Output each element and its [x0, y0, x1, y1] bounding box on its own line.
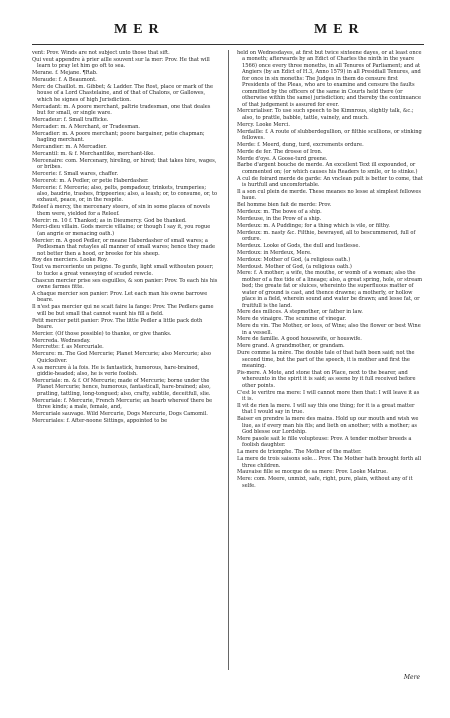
dictionary-entry: Mere de vinaigre. The scumme of vinegar. — [237, 316, 347, 323]
dictionary-entry: Mere des milices. A stepmother, or father in law. — [237, 309, 363, 316]
dictionary-entry: Mercreda. Wednesday. — [32, 337, 91, 344]
dictionary-entry: Merdeux. Looke of Gods, the dull and lustlesse. — [237, 243, 361, 249]
dictionary-entry: Merane. f. Mejane. ¶Rab. — [32, 70, 98, 77]
dictionary-entry: Mercrette: f. as Mercuriale. — [32, 344, 104, 351]
dictionary-entry: Merdeux: m. nasty &c. Filthie, bewrayed, all to bescummered, full of ordure. — [237, 229, 416, 243]
dictionary-entry: Tout va merceriente un peigne. To gunfe, light small withouten pouer; to tucke a great veneeying of scuded rewcle. — [32, 264, 214, 277]
dictionary-entry: Meraude: f. A Beaumont. — [32, 76, 97, 83]
dictionary-entry: Merci-dieu villain. Gods mercie villaine; or though I say it, you rogue (an angrie or menacing oath.) — [32, 224, 211, 237]
dictionary-entry: Bel homme bien fait de merde: Prov. — [237, 202, 332, 209]
dictionary-entry: Il vit de rien la mere. I will say this one thing; for it is a great matter that I would say in true. — [237, 402, 415, 416]
dictionary-entry: Barbe d'argent bouche de merde. An excellent Text ill expounded, or commented on; (or which causes his Readers to smile, or to stinke.) — [237, 162, 418, 175]
dictionary-entry: Il n'est pas mercier qui ne scait faire la fange: Prov. The Pedlers game will be but small that cannot vaunt his fill a field. — [32, 304, 214, 317]
dictionary-entry: Merc de Chaillot. m. Gibbet; & Ladder. The Rost, place or mark of the house of a Lord Chastelaine, and of that of Chalons, or Gallowes, which he signes of high Jurisdiction. — [32, 83, 213, 103]
dictionary-entry: A sa mercure à la fois. He is fantastick, humorous, hare-brained, giddie-headed; also, he is verie foolish. — [32, 364, 200, 378]
dictionary-entry: Merdeux: m. The bowe of a ship. — [237, 209, 322, 216]
dictionary-entry: Mercadeur: f. Small trafficke. — [32, 116, 109, 123]
dictionary-entry: Qui veut appendre à prier aille souvent sur la mer: Prov. He that will learn to pray let him go oft to sea. — [32, 56, 210, 70]
dictionary-entry: Mercuriale sauvage. Wild Mercurie, Dogs Mercurie, Dogs Camomil. — [32, 410, 208, 417]
dictionary-entry: Il a son cul plein de merde. These meanes no lesse at simplest fellowes haue. — [237, 189, 421, 202]
dictionary-entry: Mercader: m. A Merchant, or Tradesman. — [32, 123, 141, 130]
dictionary-entry: Merde d'oye. A Goose-turd greene. — [237, 155, 328, 162]
dictionary-entry: Mere pasole sait le fille volupteuse: Prov. A tender mother breeds a foolish daughter. — [237, 436, 412, 449]
catchword: Mere — [403, 674, 420, 681]
dictionary-entry: A cul de foirard merde de garde: An vnclean pult is better to come, that is hurtfull and uncomfortable. — [237, 175, 423, 189]
dictionary-entry: La mere de trois saisons sole... Prov. The Mother hath brought forth all three children. — [237, 456, 422, 469]
dictionary-entry: Mere du vin. The Mother, or lees, of Wine; also the flower or best Wine in a vessell. — [237, 323, 421, 336]
dictionary-entry: Roy des merciers. Looke Roy. — [32, 257, 108, 264]
dictionary-entry: Mercerie: f. Small wares, chaffer. — [32, 170, 119, 177]
dictionary-entry: Merde: f. Meerd, dung, turd, excrements ordure. — [237, 141, 364, 148]
dictionary-entry: Mercy. Looke Merci. — [237, 121, 290, 128]
dictionary-entry: Mercier. (Of those possible) to thanke, or give thanks. — [32, 330, 172, 337]
dictionary-entry: La mere de triomphe. The Mother of the matter. — [237, 449, 362, 456]
header-left: MER — [114, 22, 165, 37]
dictionary-entry: Mercurialiser. To use such speech to be Kimnrous, slightly talk, &c.; also, to prattle, babble, tattle, vainely, and much. — [237, 108, 414, 121]
dictionary-entry: Mercantil: m. & f. Merchantlike, merchant-like. — [32, 150, 155, 157]
dictionary-entry: Releef à mercy, the mercenary steers, of sin in some places of novels them were, yielded for a Releef. — [32, 204, 211, 217]
dictionary-entry: Mercuriale: f. Mercurie, French Mercurie; an hearb whereof there be three kinds; a male, female, and, — [32, 397, 213, 411]
dictionary-entry: Merdeuse, in the Prow of a ship. — [237, 216, 322, 223]
dictionary-entry: Mercadant: m. A poore merchant, paltrie tradesman, one that deales but for small, or single ware. — [32, 103, 211, 117]
dictionary-page — [32, 20, 424, 700]
header-rule — [32, 44, 424, 45]
dictionary-entry: Mercadier: m. A poore merchant; poore bargainer, petie chapman; hagling merchant. — [32, 130, 205, 144]
dictionary-entry: Merdeux: m. A Puddinge; for a thing which is vile, or filthy. — [237, 222, 390, 229]
dictionary-entry: Mercir: m. 10 f. Thanked; as in Dieumercy. God be thanked. — [32, 217, 187, 224]
dictionary-entry: Mere grand. A grandmother, or grandam. — [237, 343, 345, 350]
dictionary-entry: Mere: f. A mother; a wife, the mouthe, or womb of a woman; also the mother of a fixe tide of a lineage; also, a great spring, hole, or stream bed; the greate fat or sluices, whereinto the superfluous matter of water of ground is cast, and thence drawne; a motherly, or hollow place in a field, wherein sound and water be drawn; and lesse fat, or fruitfull is the land. — [237, 270, 423, 309]
dictionary-entry: Merde de fer. The drosse of Iron. — [237, 148, 323, 155]
dictionary-entry: vent: Prov. Winds are not subject unto those that sift. — [32, 50, 170, 56]
dictionary-entry: A chaque mercier son panier: Prov. Let each man his owne barrowe beare. — [32, 290, 208, 304]
dictionary-entry: Mauvaise fille se mocque de sa mere: Prov. Looke Matrue. — [237, 469, 388, 476]
header-right: MER — [314, 22, 365, 37]
dictionary-entry: Mercuriales: f. After-noone Sittings, appointed to be — [32, 417, 168, 424]
column-divider — [228, 50, 229, 670]
dictionary-entry: Mercenaire: com. Mercenary, hireling, or hired; that takes hire, wages, or bribes. — [32, 157, 217, 170]
dictionary-entry: Mercerot: m. A Pedler, or petie Haberdasher. — [32, 177, 149, 184]
dictionary-entry: Mere de famille. A good housewife, or houswife. — [237, 336, 362, 343]
running-header — [32, 20, 424, 46]
right-column — [237, 50, 423, 670]
dictionary-entry: Mere: com. Meere, unmixt, safe, right, pure, plain, without any of it selfe. — [237, 476, 413, 489]
dictionary-entry: Mercuriale: m. & f. Of Mercurie; made of Mercurie; borne under the Planet Mercurie; hence, humorous, fantasticall, hare-brained; also, pratling, tattling, long-tongued; also, crafty, subtile, deceitfull, slie. — [32, 377, 211, 397]
dictionary-entry: C'est le veritre ma mere: I will cannot more then that: I will leave it as it is. — [237, 389, 420, 403]
dictionary-entry: held on Wednesdayes, at first but twice sixteene dayes, or at least once a moneth; afterwards by an Edict of Charles the ninth in the yeare 1566) once every three moneths, in all Tenures of Parliament; and at Angiers (by an Edict of H.3, Anno 1579) in all Presidiall Tenures, and for once in six moneths: The Judges in them do censure first Presidents of the Pleas, who are to examine and censure the faults committed by the officers of the same in Courts held there (or otherwise within the same) jurisdiction; and thereby the continuance of that judgement is assured for ever. — [237, 50, 422, 108]
left-column — [32, 50, 218, 670]
dictionary-entry: Mercerie: f. Mercerie; also, pelts, pompadour, trinkets, trumperies; also, baudrie, trashes, frippeeries; also, a leash; or, to consume, or, to exhaust, peace, or, in the respite. — [32, 184, 218, 204]
dictionary-entry: Pis-mere. A Mote, and stone that on Place, next to the bearer, and whereunto in the spirit it is said; as seene by it full received before other points. — [237, 369, 416, 389]
dictionary-entry: Mercandier: m. A Mercadier. — [32, 143, 107, 150]
dictionary-entry: Mercier: m. A good Pedler, or meane Haberdasher of small wares; a Pedlesman that retayles all manner of small wares; hence they made not better then a hood, or breeke for his sheep. — [32, 237, 215, 257]
dictionary-entry: Merdoux: Mother of God, (a religious oath.) — [237, 256, 351, 263]
dictionary-entry: Merdoust. Mother of God, (a religious oath.) — [237, 263, 352, 270]
dictionary-entry: Baiser en prendre la mere des mains. Hold up our mouth and wish we liue, as if every man his fils; and lieth on another; with a mother; as God blesse our Lordship. — [237, 416, 419, 436]
dictionary-entry: Petit mercier petit panier: Prov. The little Pedler a little pack doth beare. — [32, 317, 203, 330]
dictionary-entry: Dure comme la mère. The double tale of that hath been said; not the second time, but the part of the speech, it is mother and first the meaning. — [237, 350, 415, 370]
dictionary-entry: Merdoux: in Merdeux, Mere. — [237, 249, 312, 256]
dictionary-entry: Chascun mercier prise ses esguilles, & son panier: Prov. To each his his owne farmes fitte. — [32, 277, 218, 291]
dictionary-entry: Merdaille: f. A route of slubberdegullion, or filthie scullions, or stinking fellowes. — [237, 128, 422, 142]
dictionary-entry: Mercure: m. The God Mercurie; Planet Mercurie; also Mercurie; also Quicksilver. — [32, 351, 211, 364]
